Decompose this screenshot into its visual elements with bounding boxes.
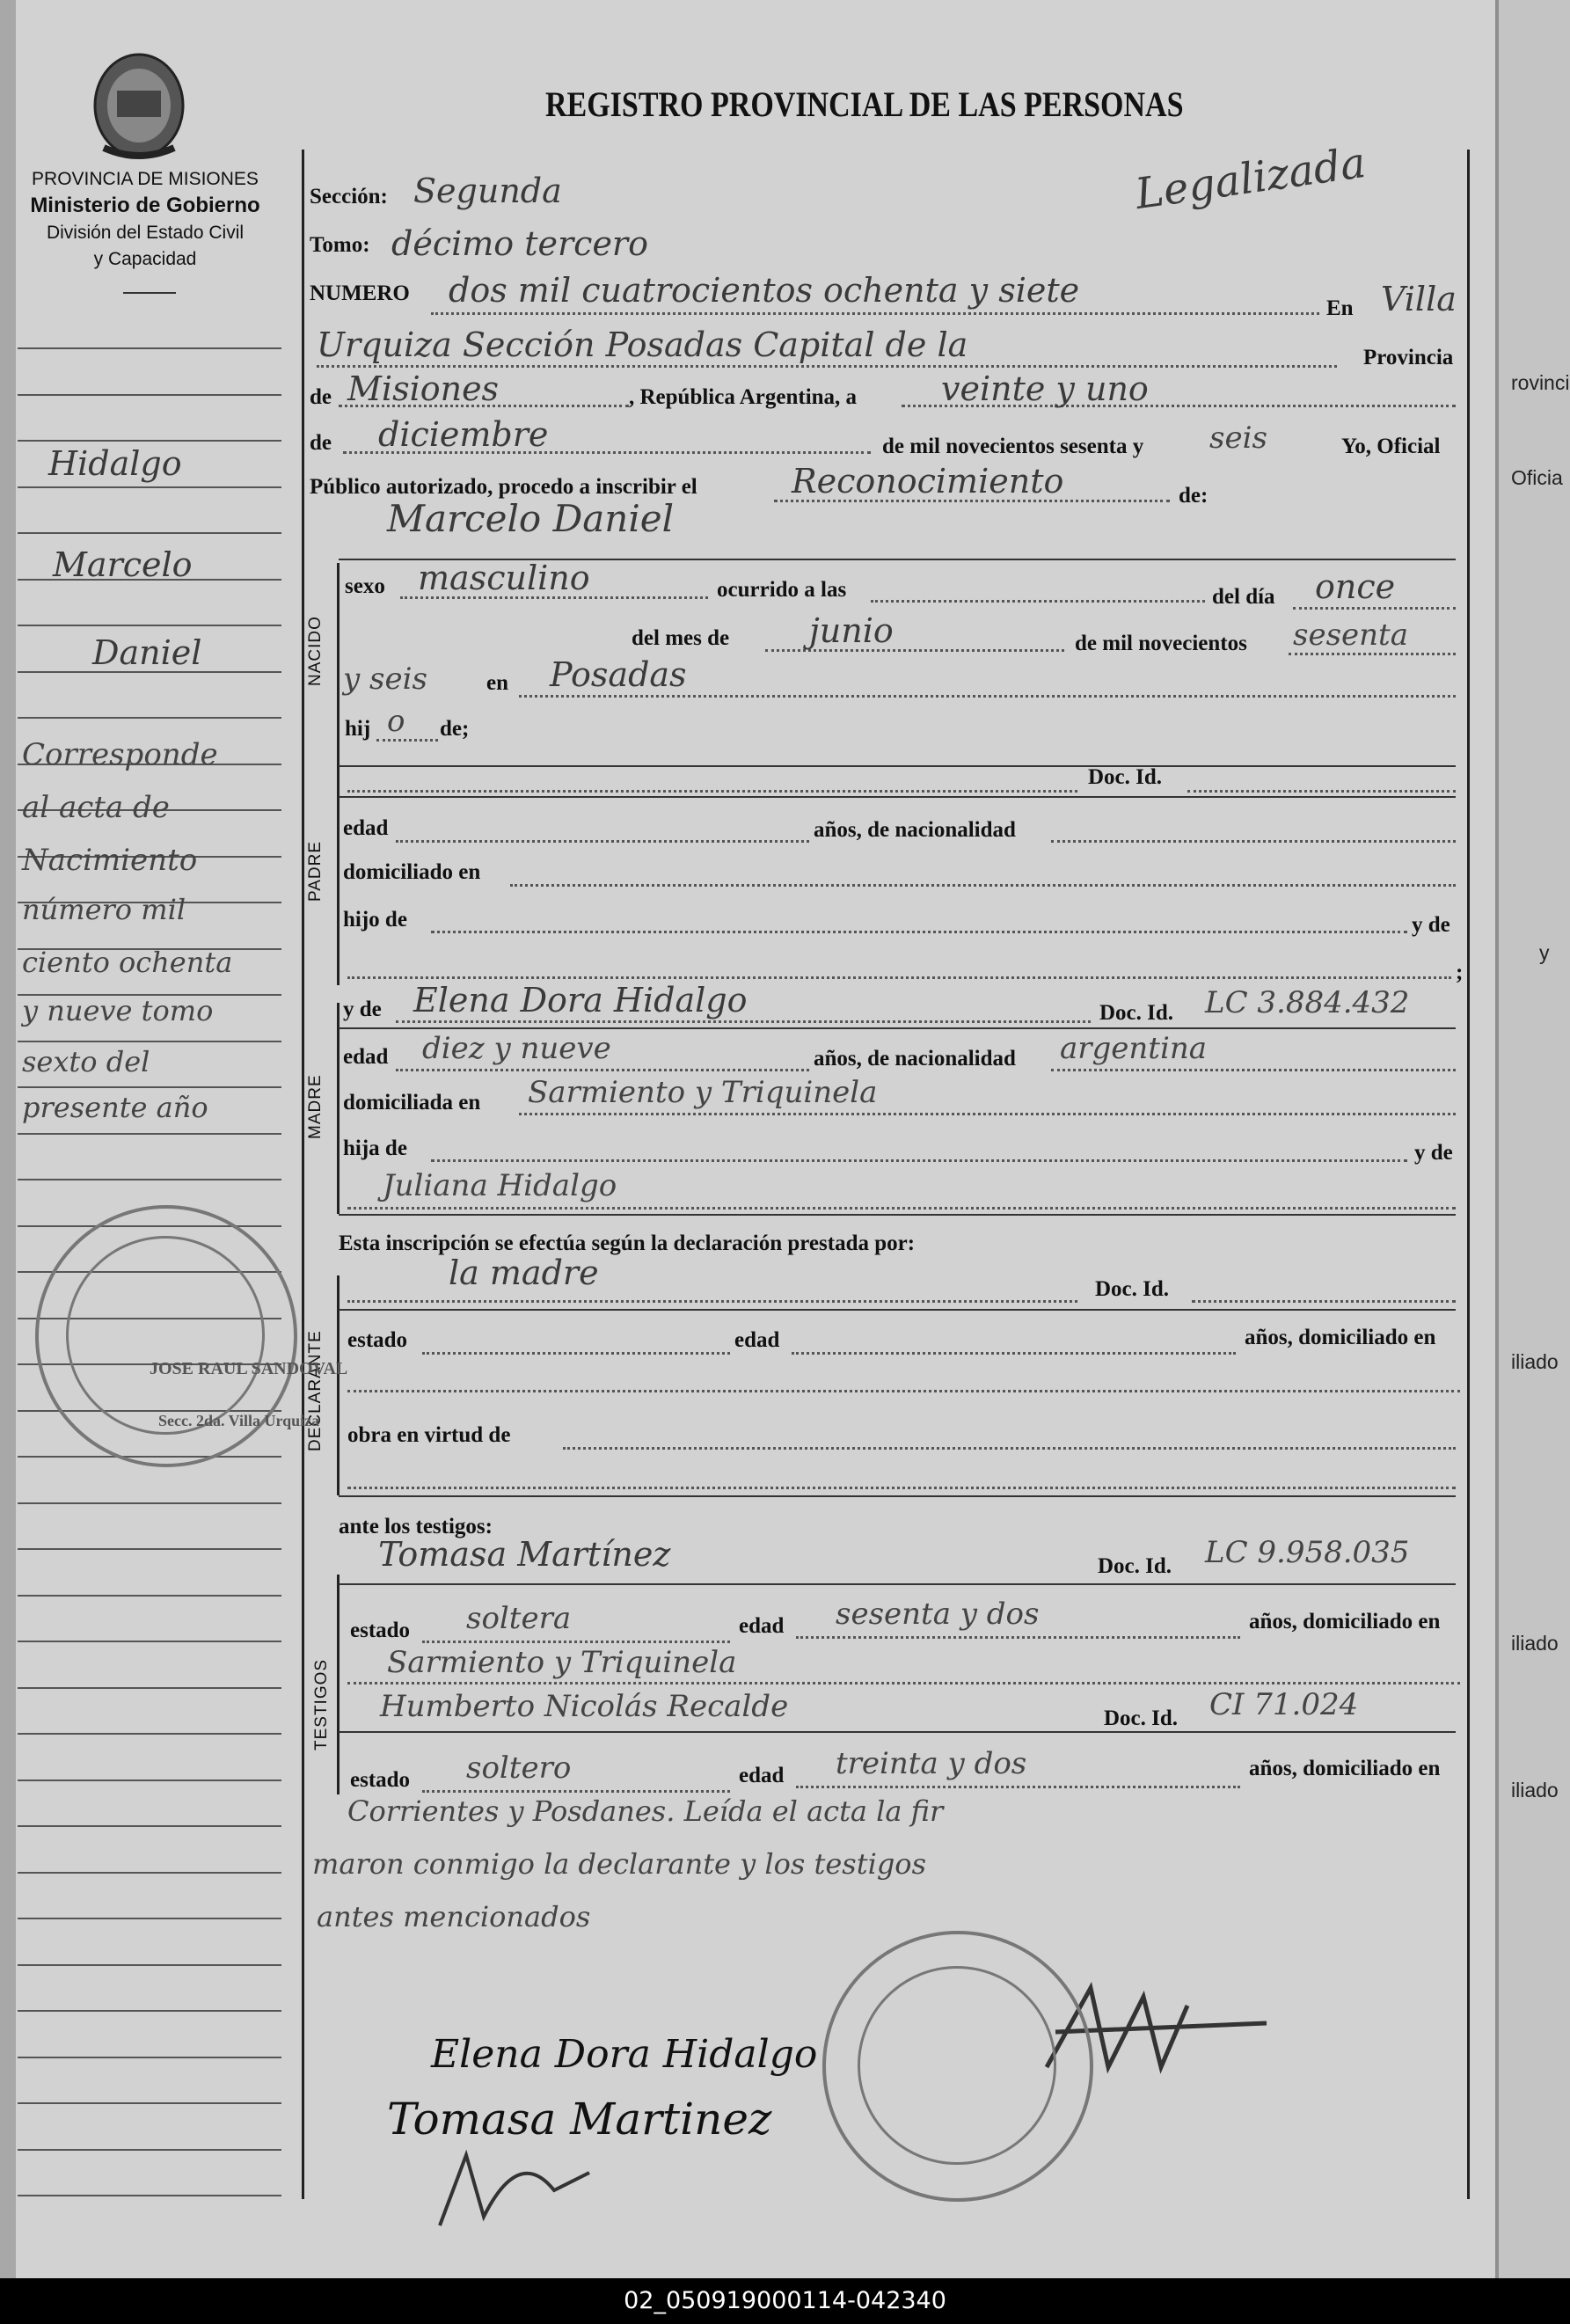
testigo2-edad-line	[796, 1786, 1240, 1788]
madre-dom-line	[519, 1113, 1456, 1115]
margin-rule-line	[18, 1179, 281, 1180]
inscripcion-label: Esta inscripción se efectúa según la declaración prestada por:	[339, 1231, 916, 1255]
margin-rule-line	[18, 1041, 281, 1042]
dia-line	[1293, 607, 1456, 610]
right-main-rule	[1467, 150, 1470, 2199]
anio-nac2-value: y seis	[343, 661, 427, 697]
margin-note-5: Nacimiento	[22, 843, 198, 878]
testigo1-dom-value: Sarmiento y Triquinela	[387, 1645, 737, 1680]
lugar-value: Urquiza Sección Posadas Capital de la	[317, 325, 968, 364]
seccion-value: Segunda	[413, 172, 562, 210]
cierre-line-2: maron conmigo la declarante y los testigos	[312, 1847, 926, 1881]
de-label: de	[310, 385, 332, 409]
margin-rule-line	[18, 2010, 281, 2012]
province-name: PROVINCIA DE MISIONES	[32, 169, 259, 189]
testigo2-name-rule	[339, 1731, 1456, 1733]
padre-edad-line	[396, 840, 809, 843]
testigo1-estado-line	[422, 1641, 730, 1643]
margin-rule-line	[18, 1964, 281, 1966]
division-name-2: y Capacidad	[93, 249, 197, 269]
padre-hijo-label: hijo de	[343, 908, 407, 932]
de-semi-label: de;	[440, 717, 470, 741]
testigo1-edad-value: sesenta y dos	[836, 1597, 1040, 1632]
adjacent-fragment-5: iliado	[1511, 1632, 1559, 1655]
testigo1-edad-label: edad	[739, 1614, 785, 1638]
madre-name-value: Elena Dora Hidalgo	[413, 981, 748, 1019]
scribble-bottom	[431, 2138, 607, 2234]
page-title: REGISTRO PROVINCIAL DE LAS PERSONAS	[545, 84, 1184, 124]
testigos-section-label: TESTIGOS	[312, 1658, 331, 1750]
tipo-value: Reconocimiento	[792, 462, 1064, 501]
official-stamp-left-inner	[66, 1236, 265, 1435]
next-page-edge	[1495, 0, 1570, 2278]
testigo1-doc-label: Doc. Id.	[1098, 1554, 1172, 1578]
testigo1-name-rule	[339, 1583, 1456, 1585]
margin-rule-line	[18, 1133, 281, 1135]
testigo1-value: Tomasa Martínez	[378, 1535, 671, 1574]
tomo-label: Tomo:	[310, 233, 370, 257]
padre-dom-label: domiciliado en	[343, 860, 481, 884]
margin-rule-line	[18, 2195, 281, 2196]
anio-nac-line	[1289, 653, 1456, 655]
nacido-end-rule	[339, 765, 1456, 767]
del-dia-label: del día	[1212, 585, 1275, 609]
madre-yde2-label: y de	[1414, 1141, 1453, 1165]
madre-edad-value: diez y nueve	[422, 1031, 611, 1066]
nacido-section-label: NACIDO	[306, 616, 325, 686]
margin-note-0: Hidalgo	[48, 444, 182, 483]
margin-rule-line	[18, 1086, 281, 1088]
declarante-end-rule	[339, 1495, 1456, 1497]
margin-rule-line	[18, 1548, 281, 1550]
padre-nac-line	[1051, 840, 1456, 843]
madre-name-line	[396, 1020, 1091, 1023]
testigo1-doc-value: LC 9.958.035	[1205, 1535, 1410, 1570]
madre-yde-label: y de	[343, 998, 382, 1021]
margin-rule-line	[18, 2057, 281, 2058]
abuela-value: Juliana Hidalgo	[383, 1168, 617, 1203]
ministry-name: Ministerio de Gobierno	[30, 194, 260, 217]
declarante-estado-label: estado	[347, 1328, 408, 1352]
de-mil-nov-label: de mil novecientos	[1075, 632, 1247, 655]
official-stamp-bottom-inner	[858, 1966, 1056, 2165]
image-id-footer: 02_050919000114-042340	[0, 2278, 1570, 2324]
stamp-section: Secc. 2da. Villa Urquiza	[158, 1412, 320, 1429]
left-main-rule	[302, 150, 304, 2199]
margin-rule-line	[18, 1872, 281, 1874]
margin-rule-line	[18, 1687, 281, 1689]
de2-label: de	[310, 431, 332, 455]
cierre-line-3: antes mencionados	[317, 1900, 591, 1933]
madre-dom-label: domiciliada en	[343, 1091, 481, 1114]
padre-nac-label: años, de nacionalidad	[814, 818, 1016, 842]
declarante-name-line	[347, 1300, 1077, 1303]
del-mes-label: del mes de	[632, 626, 730, 650]
testigo2-estado-line	[422, 1790, 730, 1793]
declarante-dom-label: años, domiciliado en	[1245, 1326, 1436, 1349]
tomo-value: décimo tercero	[391, 224, 648, 263]
padre-yde-label: y de	[1412, 913, 1450, 937]
margin-rule-line	[18, 1641, 281, 1642]
padre-edad-label: edad	[343, 816, 389, 840]
numero-line	[431, 312, 1319, 315]
margin-note-6: número mil	[22, 893, 186, 926]
lugar-nac-line	[519, 695, 1456, 698]
anio-value: seis	[1209, 420, 1267, 456]
hij-line	[376, 739, 438, 742]
declarante-estado-line	[422, 1352, 730, 1355]
declarante-edad-line	[792, 1352, 1236, 1355]
en2-label: en	[486, 671, 508, 695]
margin-rule-line	[18, 625, 281, 626]
yo-oficial-label: Yo, Oficial	[1341, 435, 1441, 458]
signature-tomasa: Tomasa Martinez	[387, 2094, 772, 2145]
de-mil-label: de mil novecientos sesenta y	[882, 435, 1144, 458]
nombre-value: Marcelo Daniel	[387, 497, 675, 540]
padre-doc-line	[1187, 790, 1456, 793]
testigo2-estado-label: estado	[350, 1768, 411, 1792]
margin-note-3: Corresponde	[22, 737, 218, 772]
testigos-rule	[337, 1575, 340, 1794]
testigos-intro-label: ante los testigos:	[339, 1515, 493, 1538]
declarante-section-label: DECLARANTE	[306, 1330, 325, 1451]
hij-label: hij	[345, 717, 371, 741]
seccion-label: Sección:	[310, 185, 388, 208]
madre-doc-value: LC 3.884.432	[1205, 985, 1410, 1020]
cierre-line-1: Corrientes y Posdanes. Leída el acta la fir	[347, 1794, 944, 1828]
signature-elena: Elena Dora Hidalgo	[431, 2032, 818, 2077]
padre-rule	[337, 765, 340, 985]
adjacent-fragment-1: rovinci	[1511, 371, 1570, 394]
margin-rule-line	[18, 1502, 281, 1504]
madre-hija-label: hija de	[343, 1136, 407, 1160]
margin-rule-line	[18, 2149, 281, 2151]
madre-doc-label: Doc. Id.	[1099, 1001, 1174, 1025]
testigo1-estado-value: soltera	[466, 1601, 572, 1636]
declarante-dom-line	[347, 1390, 1460, 1392]
margin-rule-line	[18, 394, 281, 396]
testigo2-edad-label: edad	[739, 1764, 785, 1787]
margin-rule-line	[18, 532, 281, 534]
margin-rule-line	[18, 717, 281, 719]
nacido-rule	[337, 563, 340, 783]
madre-name-rule	[339, 1027, 1456, 1029]
adjacent-fragment-6: iliado	[1511, 1779, 1559, 1801]
madre-nac-line	[1051, 1069, 1456, 1071]
testigo1-dom-line	[347, 1682, 1460, 1685]
testigo2-edad-value: treinta y dos	[836, 1746, 1027, 1781]
adjacent-fragment-2: Oficia	[1511, 466, 1563, 489]
margin-rule-line	[18, 2102, 281, 2104]
margin-rule-line	[18, 1780, 281, 1781]
dia-value: once	[1315, 567, 1396, 606]
testigo2-estado-value: soltero	[466, 1750, 572, 1786]
margin-rule-line	[18, 440, 281, 442]
numero-label: NUMERO	[310, 281, 410, 305]
publico-label: Público autorizado, procedo a inscribir el	[310, 475, 697, 499]
sexo-value: masculino	[418, 559, 590, 597]
padre-name-line	[347, 790, 1077, 793]
margin-note-9: sexto del	[22, 1045, 150, 1078]
de-colon-label: de:	[1179, 484, 1209, 508]
lugar-line	[317, 365, 1337, 368]
republica-label: , República Argentina, a	[629, 385, 858, 409]
adjacent-fragment-4: iliado	[1511, 1350, 1559, 1373]
margin-note-2: Daniel	[92, 633, 202, 672]
page-left-edge	[0, 0, 16, 2278]
en-value: Villa	[1381, 280, 1457, 318]
padre-hijo-line	[431, 931, 1407, 933]
margin-note-7: ciento ochenta	[22, 946, 233, 979]
legalized-annotation: Legalizada	[1132, 137, 1369, 220]
declarante-doc-line	[1192, 1300, 1456, 1303]
madre-dom-value: Sarmiento y Triquinela	[528, 1075, 878, 1110]
declarante-value: la madre	[449, 1253, 599, 1292]
declarante-name-rule	[339, 1309, 1456, 1311]
numero-value: dos mil cuatrocientos ochenta y siete	[449, 271, 1080, 310]
fecha-mes-value: diciembre	[378, 415, 549, 454]
sexo-label: sexo	[345, 574, 385, 598]
en-label: En	[1326, 296, 1354, 320]
stamp-name: JOSE RAUL SANDOVAL	[150, 1359, 348, 1378]
margin-note-10: presente año	[22, 1091, 208, 1124]
padre-semicolon: ;	[1456, 961, 1464, 984]
ocurrido-label: ocurrido a las	[717, 578, 847, 602]
coat-of-arms-emblem	[86, 51, 192, 165]
testigo2-dom-label: años, domiciliado en	[1249, 1757, 1441, 1780]
anio-nac-value: sesenta	[1293, 618, 1408, 653]
margin-note-8: y nueve tomo	[22, 994, 214, 1027]
declarante-edad-label: edad	[734, 1328, 780, 1352]
fecha-dia-value: veinte y uno	[941, 369, 1149, 408]
madre-abuela-line	[347, 1207, 1456, 1210]
padre-section-label: PADRE	[306, 840, 325, 902]
madre-edad-line	[396, 1069, 809, 1071]
padre-dom-line	[510, 884, 1456, 887]
madre-nac-value: argentina	[1060, 1031, 1208, 1066]
hij-value: o	[387, 704, 405, 739]
adjacent-fragment-3: y	[1539, 941, 1550, 964]
margin-note-1: Marcelo	[53, 545, 193, 584]
margin-rule-line	[18, 1918, 281, 1919]
margin-rule-line	[18, 347, 281, 349]
testigo2-value: Humberto Nicolás Recalde	[380, 1689, 789, 1724]
testigo1-dom-label: años, domiciliado en	[1249, 1610, 1441, 1633]
obra-line	[563, 1447, 1456, 1450]
testigo1-estado-label: estado	[350, 1619, 411, 1642]
division-name: División del Estado Civil	[46, 223, 245, 243]
obra-line-2	[347, 1487, 1456, 1489]
padre-name-rule	[339, 796, 1456, 798]
margin-rule-line	[18, 1595, 281, 1597]
margin-rule-line	[18, 1825, 281, 1827]
madre-end-rule	[339, 1214, 1456, 1216]
padre-abuela-line	[347, 976, 1451, 979]
obra-label: obra en virtud de	[347, 1423, 511, 1447]
testigo2-doc-value: CI 71.024	[1209, 1687, 1359, 1722]
padre-doc-label: Doc. Id.	[1088, 765, 1163, 789]
mes-value: junio	[809, 611, 894, 650]
divider	[123, 292, 176, 294]
margin-note-4: al acta de	[22, 790, 170, 825]
madre-rule	[337, 1003, 340, 1214]
margin-rule-line	[18, 486, 281, 488]
testigo2-doc-label: Doc. Id.	[1104, 1706, 1179, 1730]
provincia-label: Provincia	[1363, 346, 1454, 369]
hora-line	[871, 600, 1205, 603]
declarante-doc-label: Doc. Id.	[1095, 1277, 1170, 1301]
margin-rule-line	[18, 1733, 281, 1735]
madre-hija-line	[431, 1159, 1407, 1162]
madre-nac-label: años, de nacionalidad	[814, 1047, 1016, 1071]
madre-section-label: MADRE	[306, 1074, 325, 1139]
madre-edad-label: edad	[343, 1045, 389, 1069]
lugar-nac-value: Posadas	[550, 655, 687, 694]
testigo1-edad-line	[796, 1636, 1240, 1639]
provincia-value: Misiones	[347, 369, 500, 408]
